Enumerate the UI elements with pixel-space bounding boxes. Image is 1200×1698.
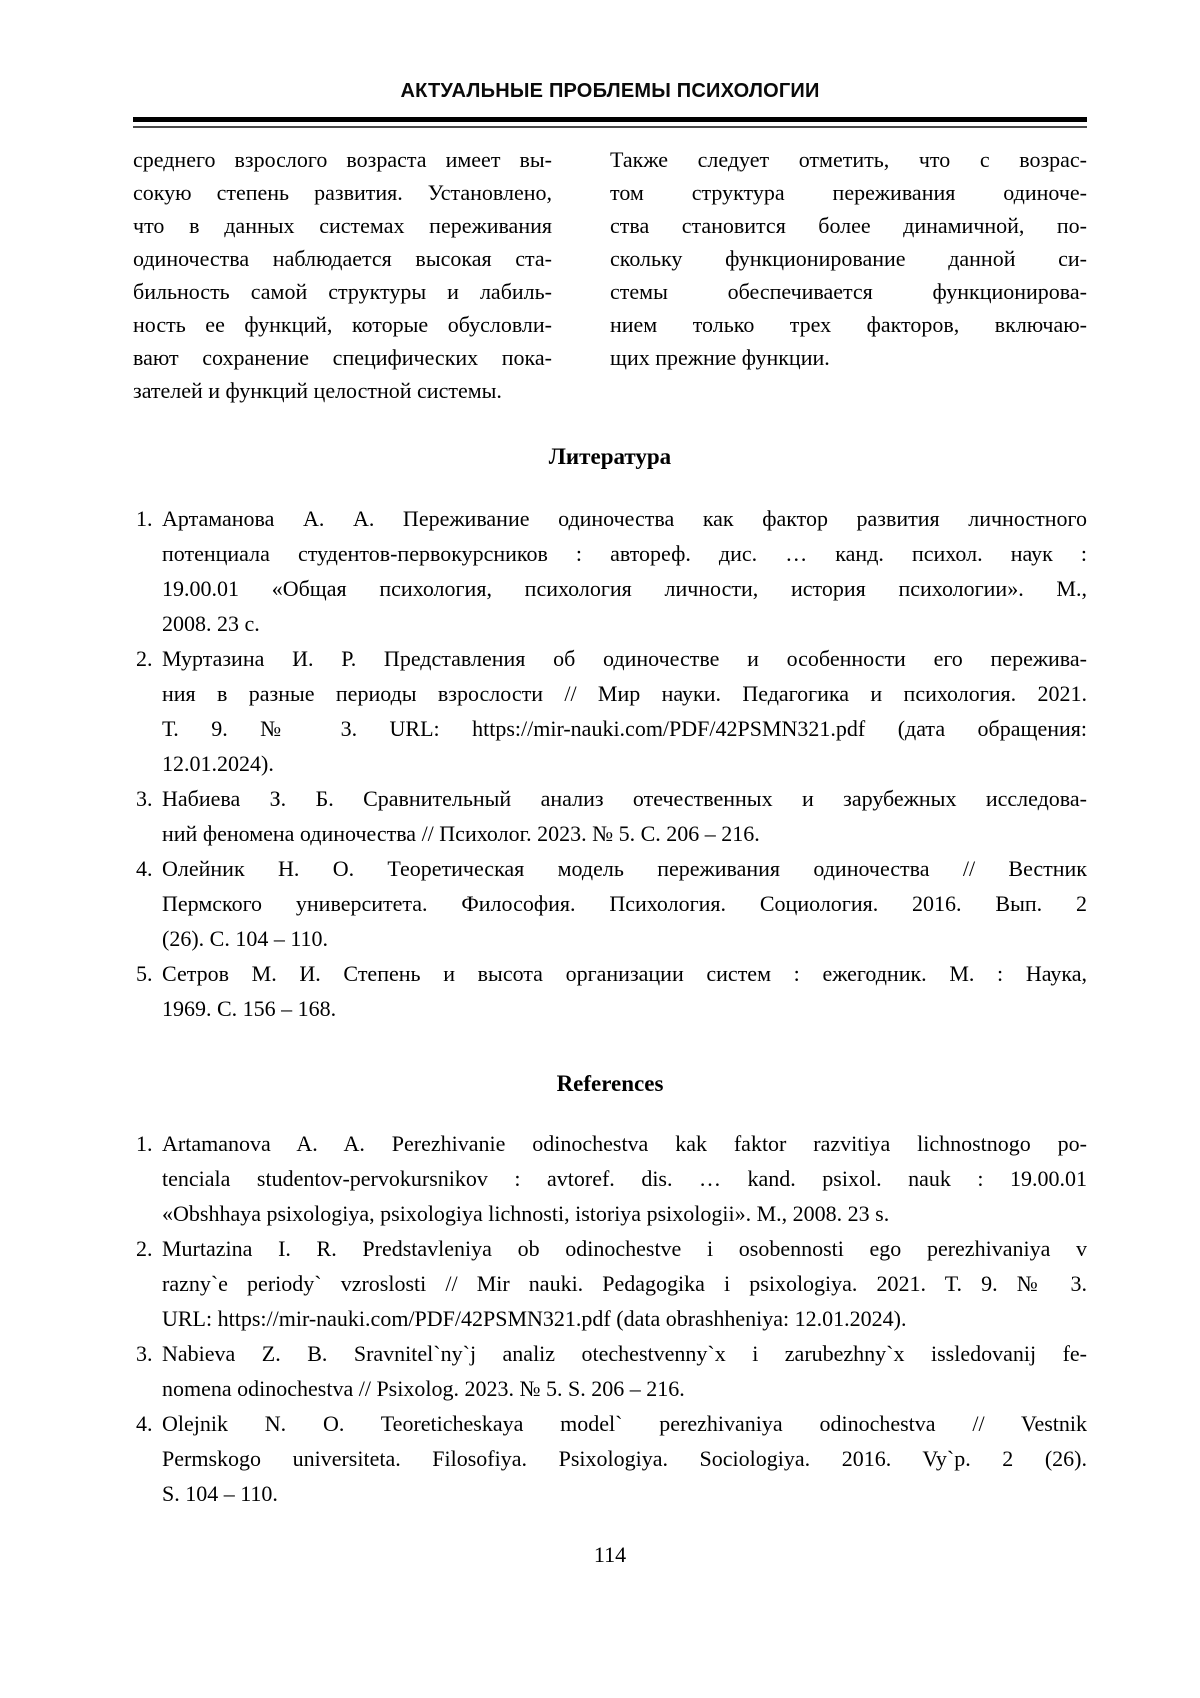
text-line: (26). С. 104 – 110. — [162, 926, 329, 951]
reference-number: 2. — [136, 646, 153, 671]
reference-item — [133, 501, 1087, 641]
page-header — [133, 78, 1087, 128]
reference-number: 2. — [136, 1236, 153, 1261]
reference-item — [133, 781, 1087, 851]
reference-number: 4. — [136, 856, 153, 881]
page-footer — [133, 1541, 1087, 1569]
text-line: Муртазина И. Р. Представления об одиночестве и особенности его пережива- — [162, 646, 1087, 671]
reference-number: 3. — [136, 786, 153, 811]
reference-item — [133, 1336, 1087, 1406]
reference-item — [133, 641, 1087, 781]
reference-item — [133, 1231, 1087, 1336]
text-line: ства становится более динамичной, по- — [610, 213, 1087, 238]
text-line: razny`e periody` vzroslosti // Mir nauki. Pedagogika i psixologiya. 2021. T. 9. № 3. — [162, 1271, 1087, 1296]
literature-list — [133, 501, 1087, 1026]
text-line: 2008. 23 с. — [162, 611, 260, 636]
reference-number: 1. — [136, 506, 153, 531]
text-line: S. 104 – 110. — [162, 1481, 278, 1506]
text-line: вают сохранение специфических пока- — [133, 345, 552, 370]
text-line: Olejnik N. O. Teoreticheskaya model` perezhivaniya odinochestva // Vestnik — [162, 1411, 1087, 1436]
text-line: Также следует отметить, что с возрас- — [610, 147, 1087, 172]
text-line: нием только трех факторов, включаю- — [610, 312, 1087, 337]
text-line: среднего взрослого возраста имеет вы- — [133, 147, 552, 172]
text-line: том структура переживания одиноче- — [610, 180, 1087, 205]
intro-right-column — [610, 143, 1087, 407]
text-line: Permskogo universiteta. Filosofiya. Psixologiya. Sociologiya. 2016. Vy`p. 2 (26). — [162, 1446, 1087, 1471]
text-line: Набиева З. Б. Сравнительный анализ отечественных и зарубежных исследова- — [162, 786, 1087, 811]
literature-heading: Литература — [548, 444, 672, 469]
page-number: 114 — [593, 1542, 627, 1567]
text-line: Олейник Н. О. Теоретическая модель переживания одиночества // Вестник — [162, 856, 1087, 881]
intro-left-column — [133, 143, 552, 407]
reference-item — [133, 956, 1087, 1026]
reference-item — [133, 1126, 1087, 1231]
text-line: что в данных системах переживания — [133, 213, 552, 238]
text-line: nomena odinochestva // Psixolog. 2023. № 5. S. 206 – 216. — [162, 1376, 685, 1401]
text-line: Артаманова А. А. Переживание одиночества как фактор развития личностного — [162, 506, 1087, 531]
text-line: сокую степень развития. Установлено, — [133, 180, 552, 205]
text-line: Т. 9. № 3. URL: https://mir-nauki.com/PDF/42PSMN321.pdf (дата обращения: — [162, 716, 1087, 741]
text-line: 12.01.2024). — [162, 751, 274, 776]
text-line: Artamanova A. A. Perezhivanie odinochestva kak faktor razvitiya lichnostnogo po- — [162, 1131, 1087, 1156]
text-line: бильность самой структуры и лабиль- — [133, 279, 552, 304]
reference-number: 4. — [136, 1411, 153, 1436]
text-line: зателей и функций целостной системы. — [133, 378, 502, 403]
references-heading: References — [556, 1071, 664, 1096]
text-line: ний феномена одиночества // Психолог. 2023. № 5. С. 206 – 216. — [162, 821, 760, 846]
reference-number: 1. — [136, 1131, 153, 1156]
text-line: ность ее функций, которые обусловли- — [133, 312, 552, 337]
reference-number: 3. — [136, 1341, 153, 1366]
references-list — [133, 1126, 1087, 1511]
text-line: 1969. С. 156 – 168. — [162, 996, 337, 1021]
reference-item — [133, 851, 1087, 956]
running-head: АКТУАЛЬНЫЕ ПРОБЛЕМЫ ПСИХОЛОГИИ — [400, 80, 820, 102]
header-rule-thin — [133, 126, 1087, 128]
intro-text-section — [133, 143, 1087, 407]
text-line: потенциала студентов-первокурсников : автореф. дис. … канд. психол. наук : — [162, 541, 1087, 566]
header-rule-thick — [133, 117, 1087, 122]
text-line: щих прежние функции. — [610, 345, 830, 370]
text-line: 19.00.01 «Общая психология, психология личности, история психологии». М., — [162, 576, 1087, 601]
text-line: Nabieva Z. B. Sravnitel`ny`j analiz otechestvenny`x i zarubezhny`x issledovanij fe- — [162, 1341, 1087, 1366]
text-line: скольку функционирование данной си- — [610, 246, 1087, 271]
text-line: URL: https://mir-nauki.com/PDF/42PSMN321.pdf (data obrashheniya: 12.01.2024). — [162, 1306, 907, 1331]
text-line: tenciala studentov-pervokursnikov : avtoref. dis. … kand. psixol. nauk : 19.00.01 — [162, 1166, 1087, 1191]
reference-item — [133, 1406, 1087, 1511]
text-line: Пермского университета. Философия. Психология. Социология. 2016. Вып. 2 — [162, 891, 1087, 916]
text-line: ния в разные периоды взрослости // Мир науки. Педагогика и психология. 2021. — [162, 681, 1087, 706]
reference-number: 5. — [136, 961, 153, 986]
text-line: Сетров М. И. Степень и высота организации систем : ежегодник. М. : Наука, — [162, 961, 1087, 986]
text-line: стемы обеспечивается функционирова- — [610, 279, 1087, 304]
text-line: Murtazina I. R. Predstavleniya ob odinochestve i osobennosti ego perezhivaniya v — [162, 1236, 1087, 1261]
text-line: «Obshhaya psixologiya, psixologiya lichnosti, istoriya psixologii». M., 2008. 23 s. — [162, 1201, 890, 1226]
text-line: одиночества наблюдается высокая ста- — [133, 246, 552, 271]
